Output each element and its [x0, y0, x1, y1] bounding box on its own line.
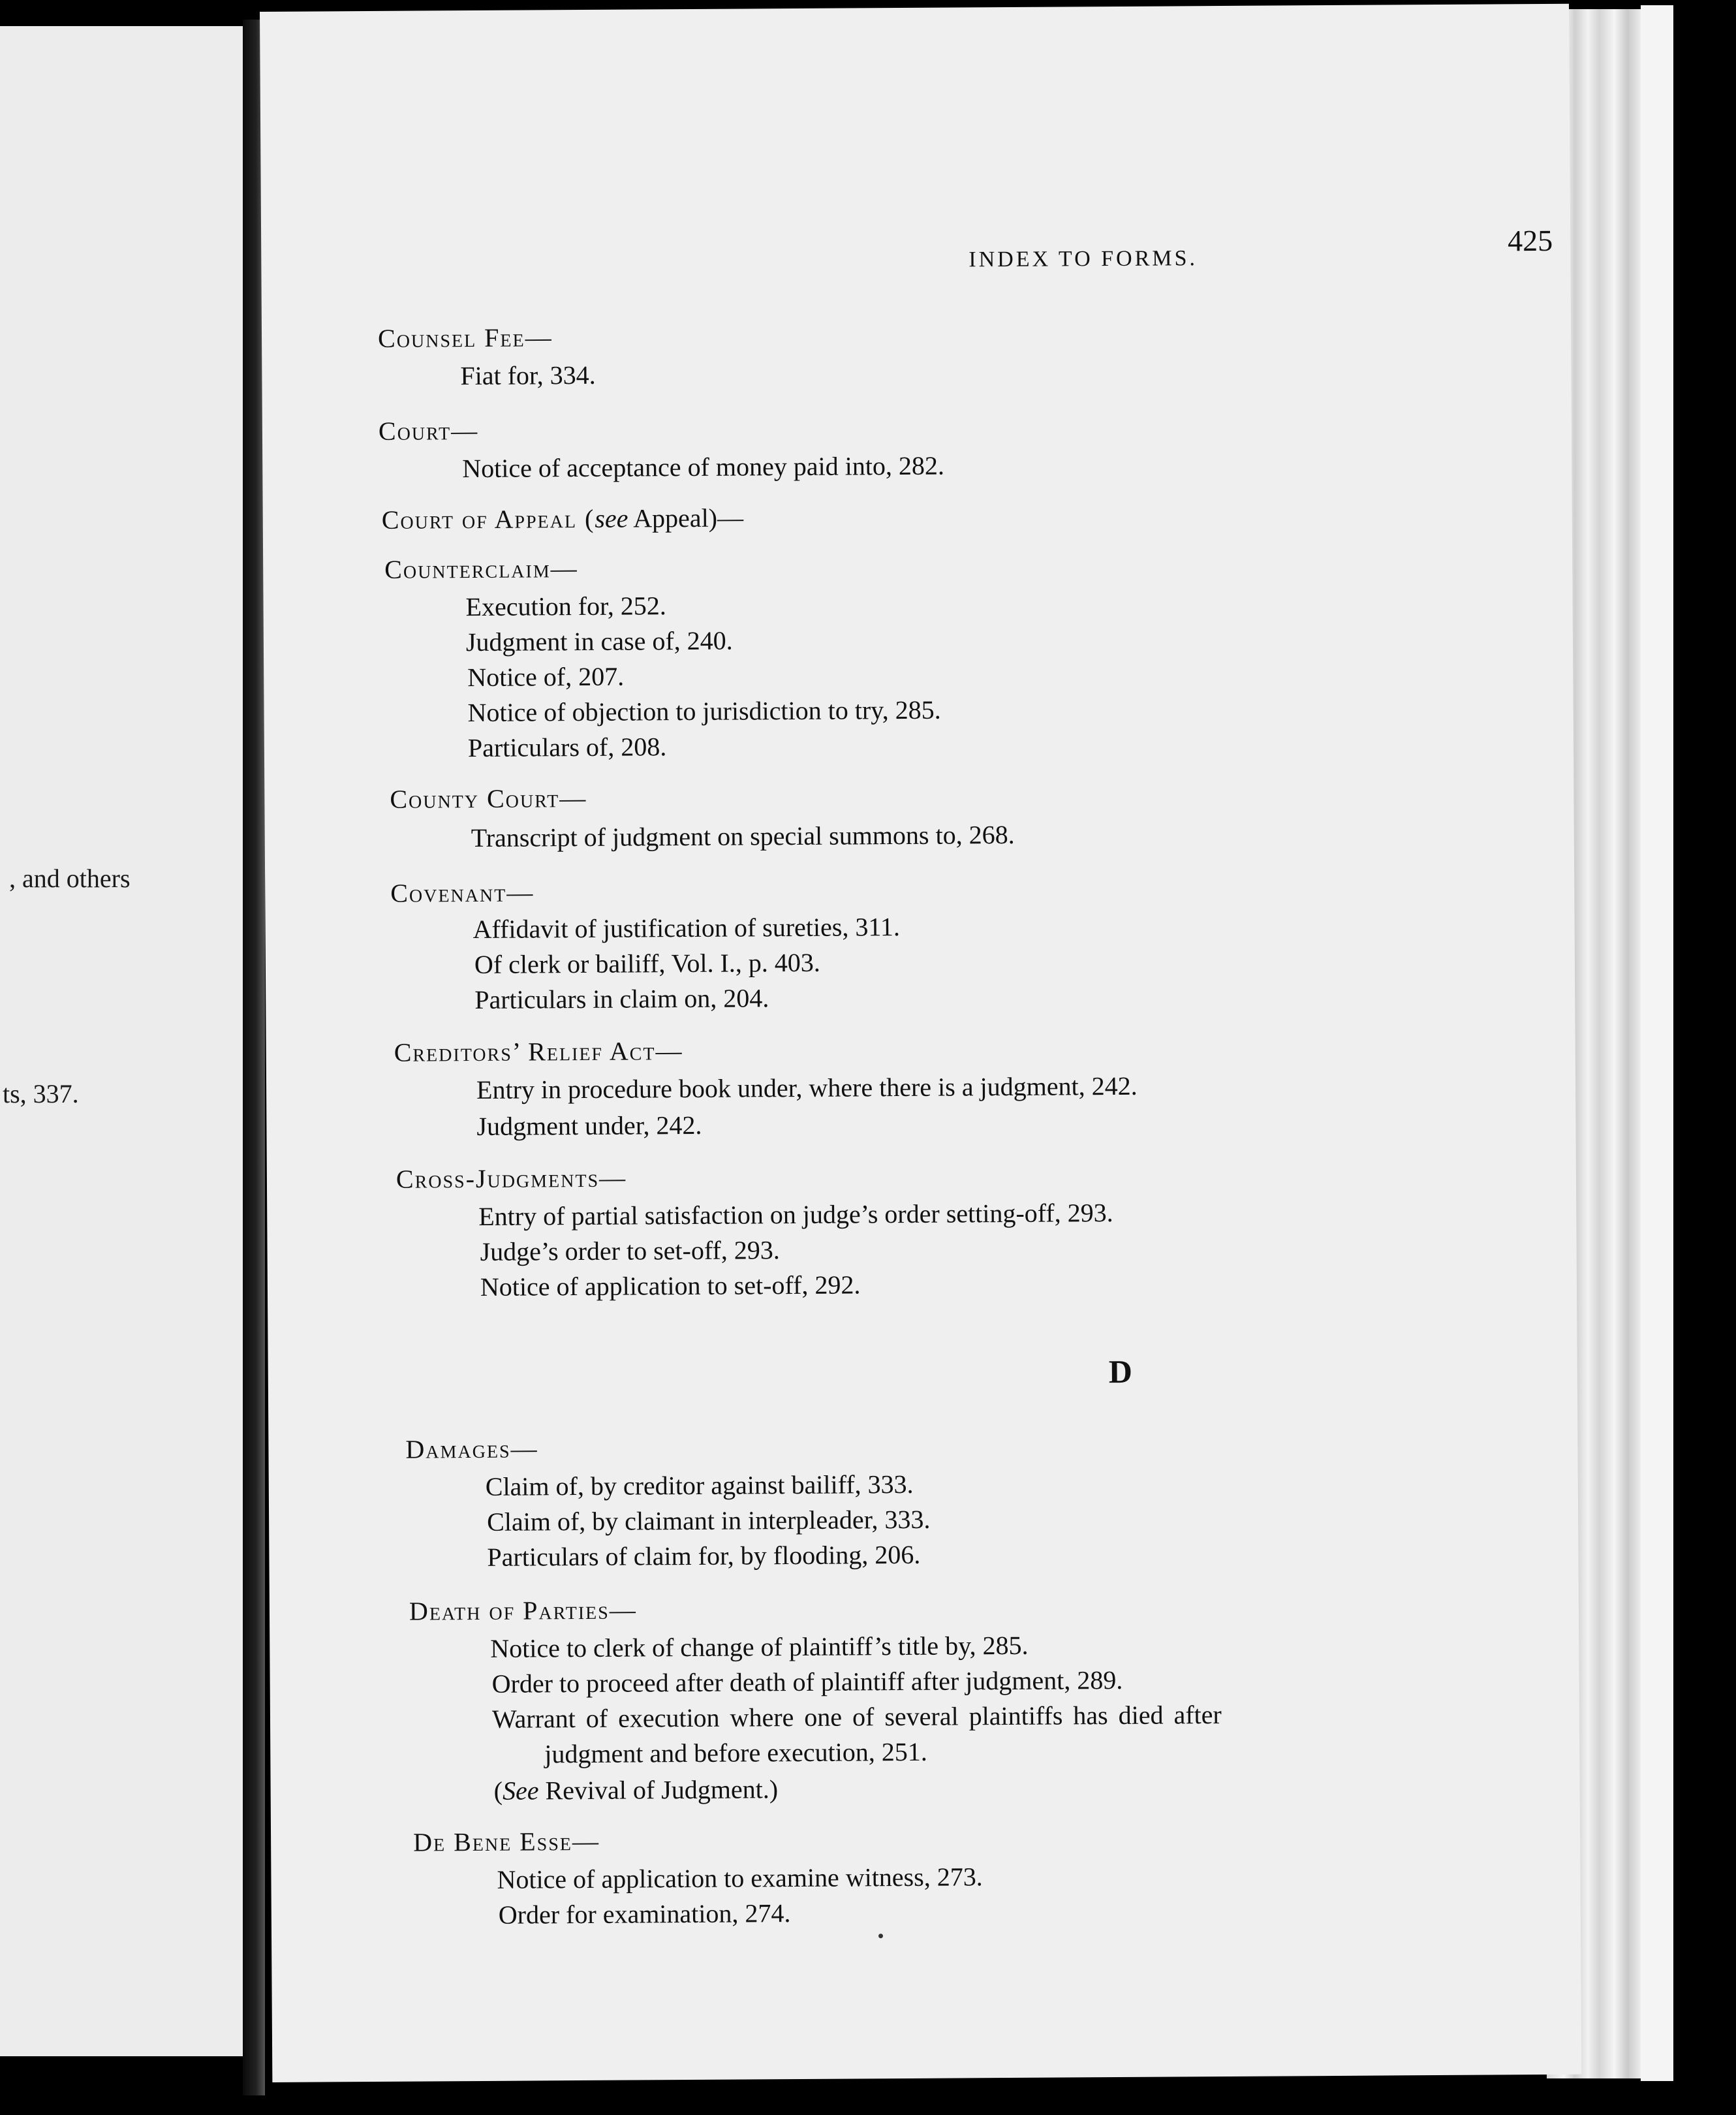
index-entry: Particulars of, 208. — [467, 732, 667, 763]
index-entry: Notice of application to set-off, 292. — [480, 1270, 861, 1302]
index-entry: Of clerk or bailiff, Vol. I., p. 403. — [474, 947, 820, 980]
index-heading — [382, 502, 744, 535]
index-entry: Claim of, by creditor against bailiff, 333. — [485, 1469, 914, 1501]
index-heading: Creditors’ Relief Act— — [394, 1036, 683, 1067]
index-entry: Execution for, 252. — [465, 591, 666, 622]
index-entry: Notice of application to examine witness, 273. — [497, 1862, 983, 1894]
index-entry: Warrant of execution where one of several plaintiffs has died after — [491, 1700, 1222, 1734]
index-entry: Judgment under, 242. — [476, 1110, 702, 1142]
index-entry: Notice of acceptance of money paid into, 282. — [462, 450, 945, 484]
index-heading: Court— — [378, 415, 479, 446]
index-entry: Particulars of claim for, by flooding, 206. — [487, 1539, 921, 1572]
heading-text: Court of Appeal ( — [381, 503, 595, 535]
running-head: INDEX TO FORMS. — [969, 246, 1198, 272]
index-entry: Claim of, by claimant in interpleader, 333. — [487, 1504, 931, 1537]
index-heading: Damages— — [405, 1434, 538, 1464]
index-heading: De Bene Esse— — [412, 1826, 600, 1857]
cover-edge — [1641, 5, 1673, 2081]
index-heading: Death of Parties— — [409, 1595, 637, 1626]
index-heading: Covenant— — [390, 877, 535, 908]
left-page-fragment: ts, 337. — [3, 1079, 79, 1108]
left-page-fragment: , and others — [9, 864, 131, 893]
index-heading: Counsel Fee— — [377, 322, 553, 353]
index-entry: Affidavit of justification of sureties, 311. — [473, 912, 901, 945]
index-entry: Entry of partial satisfaction on judge’s order setting-off, 293. — [478, 1198, 1113, 1231]
see-reference: see — [595, 503, 628, 533]
left-page — [0, 26, 262, 2056]
index-entry: Order to proceed after death of plaintiff after judgment, 289. — [491, 1665, 1123, 1699]
index-entry: Transcript of judgment on special summons to, 268. — [471, 819, 1015, 853]
index-entry: Notice of, 207. — [467, 661, 625, 693]
index-heading: Counterclaim— — [384, 554, 578, 584]
index-entry: Notice to clerk of change of plaintiff’s title by, 285. — [490, 1630, 1029, 1663]
print-speck — [878, 1934, 883, 1938]
page-number: 425 — [1508, 223, 1553, 258]
index-entry: Entry in procedure book under, where there is a judgment, 242. — [476, 1071, 1138, 1105]
index-entry: Order for examination, 274. — [498, 1898, 791, 1930]
index-entry: judgment and before execution, 251. — [544, 1736, 927, 1769]
section-letter: D — [1108, 1353, 1133, 1390]
index-entry: Judge’s order to set-off, 293. — [480, 1235, 780, 1266]
index-heading: County Court— — [390, 783, 587, 814]
see-also-text: ( — [493, 1776, 503, 1806]
see-also-entry — [494, 1774, 779, 1806]
heading-text: Appeal)— — [628, 503, 744, 533]
index-page — [260, 4, 1581, 2082]
index-entry: Judgment in case of, 240. — [465, 625, 733, 657]
see-also-text: Revival of Judgment.) — [538, 1774, 779, 1806]
index-entry: Fiat for, 334. — [460, 360, 596, 391]
index-entry: Particulars in claim on, 204. — [474, 983, 769, 1015]
index-heading: Cross-Judgments— — [395, 1163, 627, 1194]
index-entry: Notice of objection to jurisdiction to try, 285. — [467, 695, 941, 728]
see-reference: See — [502, 1776, 539, 1806]
